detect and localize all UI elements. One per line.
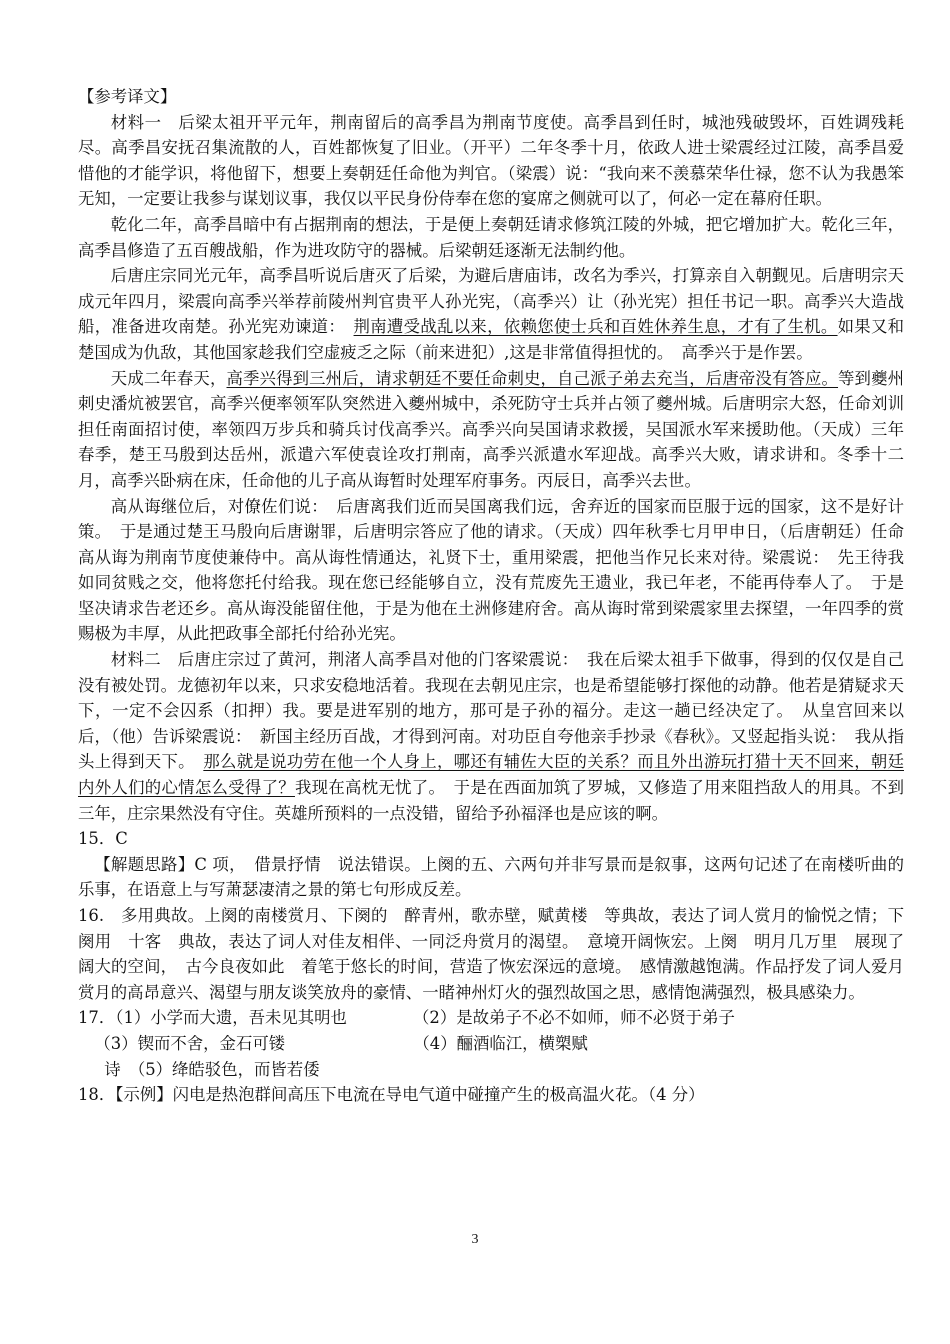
question-15-answer: 15．C <box>78 829 128 849</box>
material-one-paragraph-5: 高从诲继位后，对僚佐们说： 后唐离我们近而吴国离我们远，舍弃近的国家而臣服于远的国家，这不是好计策。 于是通过楚王马殷向后唐谢罪，后唐明宗答应了他的请求。（天成）四年秋季七月甲申日，（后唐朝廷）任命高从诲为荆南节度使兼侍中。高从诲性情通达，礼贤下士，重用梁震，把他当作兄长来对待。梁震说： 先王待我如同贫贱之交，他将您托付给我。现在您已经能够自立，没有荒废先王遗业，我已年老，不能再侍奉人了。 于是坚决请求告老还乡。高从诲没能留住他，于是为他在土洲修建府舍。高从诲时常到梁震家里去探望，一年四季的赏赐极为丰厚，从此把政事全部托付给孙光宪。 <box>78 496 904 644</box>
material-two-text-b: 我现在高枕无忧了。 于是在西面加筑了罗城，又修造了用来阻挡敌人的用具。不到三年，庄宗果然没有守住。英雄所预料的一点没错，留给予孙福泽也是应该的啊。 <box>78 778 904 823</box>
question-17-item-3: （3）锲而不舍，金石可镂 <box>94 1033 286 1053</box>
question-17-line-1 <box>78 1005 904 1031</box>
question-17-line-3: 诗 （5）绛皓驳色，而皆若倭 <box>104 1059 320 1079</box>
underlined-remonstrance: 荆南遭受战乱以来，依赖您使士兵和百姓休养生息，才有了生机。 <box>353 317 838 337</box>
question-17-line-2 <box>78 1031 904 1057</box>
reference-translation-heading: 【参考译文】 <box>78 87 177 106</box>
document-body <box>78 84 904 1108</box>
question-15-analysis: 【解题思路】C 项， 借景抒情 说法错误。上阕的五、六两句并非写景而是叙事，这两句记述了在南楼听曲的乐事，在语意上与写萧瑟凄清之景的第七句形成反差。 <box>78 854 904 900</box>
question-17-item-2: （2）是故弟子不必不如师，师不必贤于弟子 <box>413 1008 735 1028</box>
material-two-paragraph <box>78 647 904 826</box>
material-one-paragraph-3 <box>78 263 904 365</box>
question-16-answer: 16. 多用典故。上阕的南楼赏月、下阕的 醉青州，歌赤壁，赋黄楼 等典故，表达了词人赏月的愉悦之情；下阕用 十客 典故，表达了词人对佳友相伴、一同泛舟赏月的渴望。 意境开阔恢宏。上阕 明月几万里 展现了阔大的空间， 古今良夜如此 着笔于悠长的时间，营造了恢宏深远的意境。 感情激越饱满。作品抒发了词人爱月赏月的高昂意兴、渴望与朋友谈笑放舟的豪情、一睹神州灯火的强烈故国之思，感情饱满强烈，极具感染力。 <box>78 906 904 1002</box>
underlined-merit-sentence: 那么就是说功劳在他一个人身上，哪还有辅佐大臣的关系？而且外出游玩打猎十天不回来，朝廷内外人们的心情怎么受得了？ <box>78 752 904 798</box>
material-one-paragraph-1: 材料一 后梁太祖开平元年，荆南留后的高季昌为荆南节度使。高季昌到任时，城池残破毁坏，百姓调残耗尽。高季昌安抚召集流散的人，百姓都恢复了旧业。（开平）二年冬季十月，依政人进士梁震经过江陵，高季昌爱惜他的才能学识，将他留下，想要上奏朝廷任命他为判官。（梁震）说：“我向来不羡慕荣华仕禄，您不认为我愚笨无知，一定要让我参与谋划议事，我仅以平民身份侍奉在您的宴席之侧就可以了，何必一定在幕府任职。 <box>78 112 904 209</box>
paragraph-3-text-b: 如果又和楚国成为仇敌，其他国家趁我们空虚疲乏之际（前来进犯）,这是非常值得担忧的。 高季兴于是作罢。 <box>78 317 905 362</box>
page-number: 3 <box>471 1232 479 1247</box>
paragraph-3-text-a: 后唐庄宗同光元年，高季昌听说后唐灭了后梁，为避后唐庙讳，改名为季兴，打算亲自入朝觐见。后唐明宗天成元年四月，梁震向高季兴举荐前陵州判官贵平人孙光宪，（高季兴）让（孙光宪）担任书记一职。高季兴大造战船，准备进攻南楚。孙光宪劝谏道： <box>78 266 904 337</box>
question-17-item-4: （4）酾酒临江，横槊赋 <box>413 1033 588 1053</box>
paragraph-4-text-a: 天成二年春天， <box>110 368 227 388</box>
underlined-three-states: 高季兴得到三州后，请求朝廷不要任命刺史，自己派子弟去充当，后唐帝没有答应。 <box>226 368 839 388</box>
question-18-answer: 18．【示例】闪电是热泡群间高压下电流在导电气道中碰撞产生的极高温火花。（4 分） <box>78 1085 705 1105</box>
material-one-paragraph-4 <box>78 366 904 494</box>
material-two-text-a: 材料二 后唐庄宗过了黄河，荆渚人高季昌对他的门客梁震说： 我在后梁太祖手下做事，得到的仅仅是自己没有被处罚。龙德初年以来，只求安稳地活着。我现在去朝见庄宗，也是希望能够打探他的动静。他若是猜疑求天下，一定不会囚系（扣押）我。要是进军别的地方，那可是子孙的福分。走这一趟已经决定了。 从皇宫回来以后，（他）告诉梁震说： 新国主经历百战，才得到河南。对功臣自夸他亲手抄录《春秋》。又竖起指头说： 我从指头上得到天下。 <box>78 650 904 772</box>
question-17-item-1: 17．（1）小学而大遗，吾未见其明也 <box>78 1008 347 1028</box>
material-one-paragraph-2: 乾化二年，高季昌暗中有占据荆南的想法，于是便上奏朝廷请求修筑江陵的外城，把它增加扩大。乾化三年，高季昌修造了五百艘战船，作为进攻防守的器械。后梁朝廷逐渐无法制约他。 <box>78 214 904 260</box>
paragraph-4-text-b: 等到夔州刺史潘炕被罢官，高季兴便率领军队突然进入夔州城中，杀死防守士兵并占领了夔州城。后唐明宗大怒，任命刘训担任南面招讨使，率领四万步兵和骑兵讨伐高季兴。高季兴向吴国请求救援，吴国派水军来援助他。（天成）三年春季，楚王马殷到达岳州，派遣六军使袁诠攻打荆南，高季兴派遣水军迎战。高季兴大败，请求讲和。冬季十二月，高季兴卧病在床，任命他的儿子高从诲暂时处理军府事务。丙辰日，高季兴去世。 <box>78 368 905 490</box>
